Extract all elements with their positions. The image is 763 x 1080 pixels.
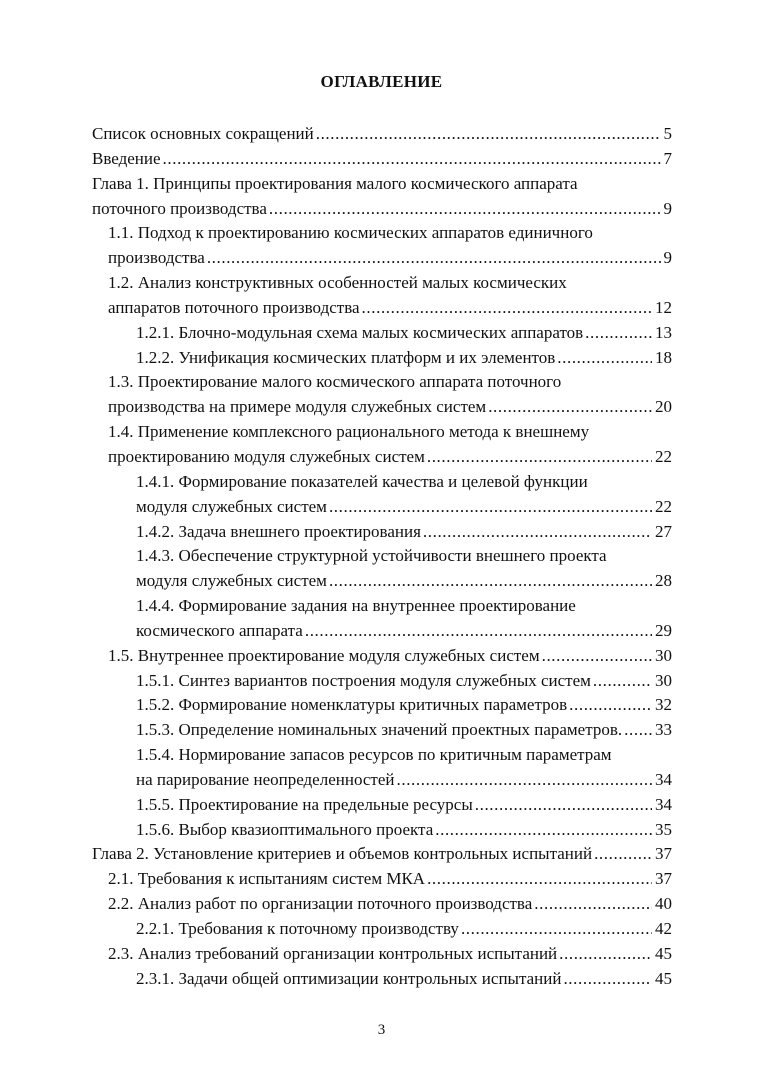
dot-leader	[207, 246, 661, 271]
toc-page-number: 29	[655, 620, 672, 640]
toc-entry-text: Список основных сокращений	[92, 124, 314, 143]
dot-leader	[163, 147, 661, 172]
dot-leader	[329, 495, 652, 520]
toc-page-number: 30	[655, 645, 672, 665]
dot-leader	[362, 296, 652, 321]
toc-page-number: 42	[655, 919, 672, 938]
dot-leader	[624, 718, 652, 743]
toc-entry-text-line: 1.1. Подход к проектированию космических аппаратов единичного	[108, 223, 593, 243]
dot-leader	[563, 967, 652, 992]
dot-leader	[534, 892, 652, 917]
toc-page-number: 27	[655, 521, 672, 541]
toc-entry-text: 1.5.3. Определение номинальных значений проектных параметров.	[136, 720, 623, 740]
dot-leader	[305, 619, 652, 644]
toc-entry-text-line: 1.4. Применение комплексного рационального метода к внешнему	[108, 422, 590, 442]
toc-entry[interactable]	[136, 346, 672, 371]
toc-entry-text: 1.2.2. Унификация космических платформ и их элементов	[136, 347, 556, 367]
toc-entry[interactable]	[136, 544, 672, 594]
toc-page-number: 7	[663, 148, 672, 168]
dot-leader	[423, 520, 652, 545]
toc-entry[interactable]	[136, 321, 672, 346]
toc-page-number: 12	[655, 297, 672, 317]
toc-entry-text: поточного производства	[92, 198, 267, 218]
toc-entry[interactable]	[136, 818, 672, 843]
toc-entry[interactable]	[136, 470, 672, 520]
toc-entry[interactable]	[136, 917, 672, 942]
toc-entry-text: 1.5.5. Проектирование на предельные ресурсы	[136, 794, 473, 814]
toc-entry-text-line: 1.5.4. Нормирование запасов ресурсов по критичным параметрам	[136, 745, 612, 765]
dot-leader	[397, 768, 653, 793]
dot-leader	[488, 395, 652, 420]
toc-entry[interactable]	[136, 594, 672, 644]
toc-page-number: 28	[655, 571, 672, 591]
toc-entry-text: 1.2.1. Блочно-модульная схема малых космических аппаратов	[136, 322, 584, 342]
dot-leader	[329, 569, 652, 594]
toc-entry[interactable]	[108, 221, 672, 271]
toc-entry[interactable]	[92, 172, 672, 222]
toc-entry-text: проектированию модуля служебных систем	[108, 446, 425, 466]
toc-entry[interactable]	[108, 370, 672, 420]
toc-entry-text: на парирование неопределенностей	[136, 769, 395, 789]
dot-leader	[461, 917, 652, 942]
toc-entry-text-line: Глава 1. Принципы проектирования малого космического аппарата	[92, 173, 578, 193]
toc-page-number: 20	[655, 397, 672, 417]
toc-entry-text: 1.4.2. Задача внешнего проектирования	[136, 521, 421, 541]
toc-entry-text: Глава 2. Установление критериев и объемов контрольных испытаний	[92, 844, 593, 864]
toc-page-number: 34	[655, 769, 672, 789]
toc-entry[interactable]	[136, 693, 672, 718]
toc-entry-text: 2.1. Требования к испытаниям систем МКА	[108, 869, 426, 889]
toc-page-number: 5	[663, 124, 672, 143]
toc-entry[interactable]	[136, 793, 672, 818]
toc-entry-text-line: 1.4.4. Формирование задания на внутреннее проектирование	[136, 596, 576, 616]
toc-page-number: 37	[655, 844, 672, 864]
toc-page-number: 35	[655, 819, 672, 839]
toc-entry[interactable]	[92, 122, 672, 147]
toc-entry[interactable]	[136, 520, 672, 545]
toc-entry[interactable]	[136, 743, 672, 793]
toc-entry-text: модуля служебных систем	[136, 571, 327, 591]
toc-entry-text-line: 1.4.1. Формирование показателей качества и целевой функции	[136, 471, 588, 491]
dot-leader	[557, 346, 652, 371]
dot-leader	[427, 445, 652, 470]
toc-page-number: 13	[655, 322, 672, 342]
toc-entry[interactable]	[136, 669, 672, 694]
toc-page-number: 34	[655, 794, 672, 814]
table-of-contents	[0, 122, 763, 992]
toc-entry-text: 1.5.6. Выбор квазиоптимального проекта	[136, 819, 434, 839]
toc-entry-text: модуля служебных систем	[136, 496, 327, 516]
toc-page-number: 33	[655, 720, 672, 740]
toc-entry-text: космического аппарата	[136, 620, 303, 640]
toc-page-number: 22	[655, 446, 672, 466]
toc-page-number: 18	[655, 347, 672, 367]
page-number: 3	[377, 1022, 386, 1038]
toc-entry-text: 2.2.1. Требования к поточному производству	[136, 919, 459, 938]
toc-entry[interactable]	[136, 967, 672, 992]
toc-title: ОГЛАВЛЕНИЕ	[320, 72, 443, 91]
dot-leader	[316, 122, 661, 147]
toc-entry[interactable]	[136, 718, 672, 743]
toc-entry-text: 1.5.2. Формирование номенклатуры критичных параметров	[136, 695, 568, 715]
toc-entry[interactable]	[108, 942, 672, 967]
toc-page-number: 30	[655, 670, 672, 690]
toc-page-number: 45	[655, 943, 672, 963]
toc-page-number: 32	[655, 695, 672, 715]
toc-entry[interactable]	[108, 867, 672, 892]
toc-page-number: 9	[663, 198, 672, 218]
toc-entry-text: производства	[108, 248, 205, 268]
dot-leader	[593, 669, 652, 694]
toc-page-number: 37	[655, 869, 672, 889]
dot-leader	[559, 942, 652, 967]
toc-page-number: 9	[663, 248, 672, 268]
toc-entry-text: 2.2. Анализ работ по организации поточного производства	[108, 894, 533, 914]
toc-entry-text: 1.5.1. Синтез вариантов построения модуля служебных систем	[136, 670, 591, 690]
toc-entry-text-line: 1.3. Проектирование малого космического аппарата поточного	[108, 372, 562, 392]
toc-entry[interactable]	[108, 271, 672, 321]
toc-entry-text: аппаратов поточного производства	[108, 297, 360, 317]
toc-entry[interactable]	[92, 147, 672, 172]
toc-entry[interactable]	[108, 644, 672, 669]
toc-entry-text: 1.5. Внутреннее проектирование модуля служебных систем	[108, 645, 540, 665]
toc-page-number: 22	[655, 496, 672, 516]
toc-entry[interactable]	[108, 420, 672, 470]
toc-entry-text: 2.3. Анализ требований организации контрольных испытаний	[108, 943, 558, 963]
dot-leader	[475, 793, 652, 818]
toc-entry-text-line: 1.2. Анализ конструктивных особенностей малых космических	[108, 273, 567, 293]
dot-leader	[542, 644, 652, 669]
toc-entry[interactable]	[108, 892, 672, 917]
toc-page-number: 40	[655, 894, 672, 914]
toc-entry-text-line: 1.4.3. Обеспечение структурной устойчивости внешнего проекта	[136, 546, 607, 566]
dot-leader	[269, 197, 661, 222]
toc-page-number: 45	[655, 968, 672, 988]
dot-leader	[585, 321, 652, 346]
dot-leader	[594, 842, 652, 867]
dot-leader	[569, 693, 652, 718]
dot-leader	[427, 867, 652, 892]
dot-leader	[435, 818, 652, 843]
toc-entry-text: 2.3.1. Задачи общей оптимизации контрольных испытаний	[136, 968, 562, 988]
toc-entry-text: производства на примере модуля служебных систем	[108, 397, 487, 417]
toc-entry[interactable]	[92, 842, 672, 867]
toc-entry-text: Введение	[92, 148, 161, 168]
